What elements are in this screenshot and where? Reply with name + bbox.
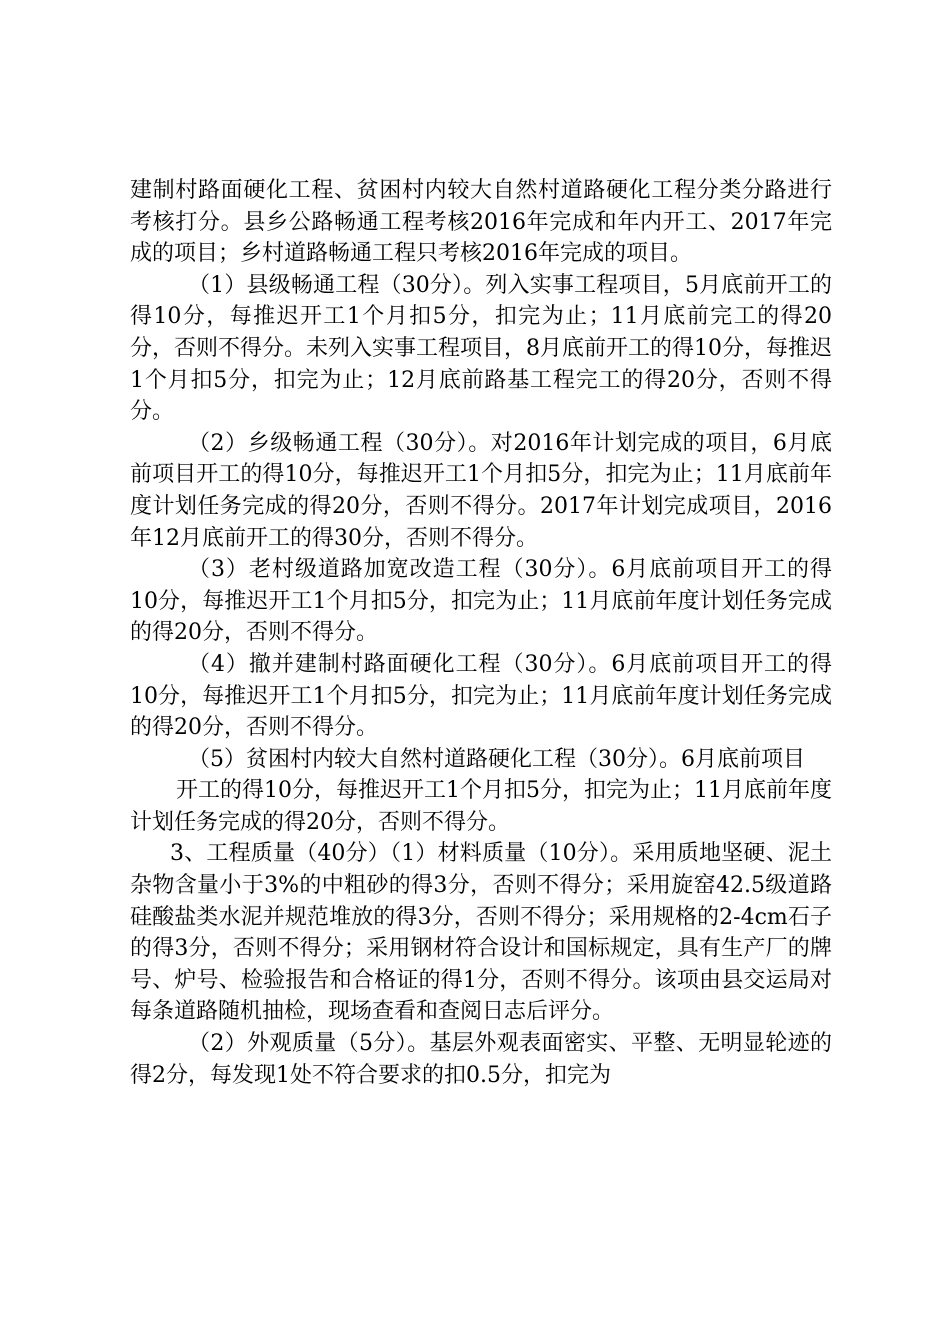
document-body: [130, 175, 832, 1091]
paragraph-county-project: （1）县级畅通工程（30分）。列入实事工程项目，5月底前开工的得10分，每推迟开工1个月扣5分，扣完为止；11月底前完工的得20分，否则不得分。未列入实事工程项目，8月底前开工的得10分，每推迟1个月扣5分，扣完为止；12月底前路基工程完工的得20分，否则不得分。: [130, 272, 832, 425]
paragraph-appearance-quality: （2）外观质量（5分）。基层外观表面密实、平整、无明显轮迹的得2分，每发现1处不符合要求的扣0.5分，扣完为: [130, 1031, 832, 1088]
paragraph-poor-village-hardening: （5）贫困村内较大自然村道路硬化工程（30分）。6月底前项目: [188, 746, 805, 772]
paragraph-merged-village-hardening: （4）撤并建制村路面硬化工程（30分）。6月底前项目开工的得10分，每推迟开工1个月扣5分，扣完为止；11月底前年度计划任务完成的得20分，否则不得分。: [130, 651, 832, 741]
paragraph-intro: 建制村路面硬化工程、贫困村内较大自然村道路硬化工程分类分路进行考核打分。县乡公路畅通工程考核2016年完成和年内开工、2017年完成的项目；乡村道路畅通工程只考核2016年完成的项目。: [130, 178, 832, 267]
paragraph-poor-village-continued: 开工的得10分，每推迟开工1个月扣5分，扣完为止；11月底前年度计划任务完成的得20分，否则不得分。: [130, 778, 832, 835]
paragraph-engineering-quality: 3、工程质量（40分）（1）材料质量（10分）。采用质地坚硬、泥土杂物含量小于3%的中粗砂的得3分，否则不得分；采用旋窑42.5级道路硅酸盐类水泥并规范堆放的得3分，否则不得分；采用规格的2-4cm石子的得3分，否则不得分；采用钢材符合设计和国标规定，具有生产厂的牌号、炉号、检验报告和合格证的得1分，否则不得分。该项由县交运局对每条道路随机抽检，现场查看和查阅日志后评分。: [130, 841, 832, 1025]
paragraph-township-project: （2）乡级畅通工程（30分）。对2016年计划完成的项目，6月底前项目开工的得10分，每推迟开工1个月扣5分，扣完为止；11月底前年度计划任务完成的得20分，否则不得分。2017年计划完成项目，2016年12月底前开工的得30分，否则不得分。: [130, 430, 832, 551]
paragraph-village-road-widening: （3）老村级道路加宽改造工程（30分）。6月底前项目开工的得10分，每推迟开工1个月扣5分，扣完为止；11月底前年度计划任务完成的得20分，否则不得分。: [130, 557, 832, 646]
